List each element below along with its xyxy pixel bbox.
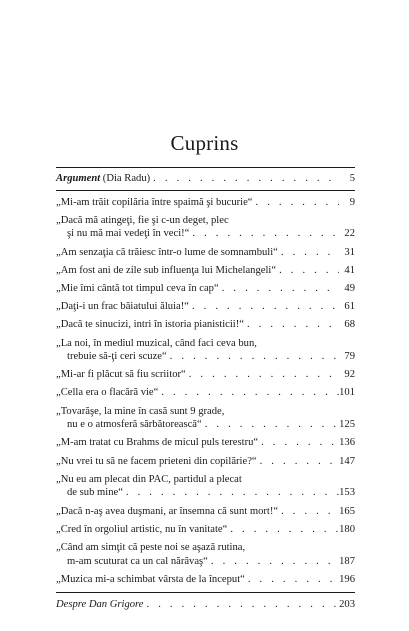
entry-title-line: de sub mine“ [67,487,123,499]
dot-leader [245,573,339,587]
page-number: 5 [349,173,355,184]
toc-entry[interactable] [56,300,355,314]
toc-entry[interactable] [56,455,355,469]
chapter-list [56,196,355,587]
entry-title-line: „Cred în orgoliul artistic, nu în vanitate“ [56,523,228,535]
page-number: 153 [339,487,355,499]
toc-entry[interactable] [56,282,355,296]
entry-title-line: „Muzica mi-a schimbat vârsta de la început“ [56,573,245,585]
entry-title-line: „Mi-ar fi plăcut să fiu scriitor“ [56,369,186,381]
page-number: 187 [339,555,355,567]
page-number: 180 [339,523,355,535]
entry-title-line: nu e o atmosferă sărbătorească“ [67,419,202,431]
toc-entry[interactable] [56,318,355,332]
entry-title-line: „Mi-am trăit copilăria între spaimă şi bucurie“ [56,196,253,208]
section-rule [56,592,355,593]
dot-leader [278,246,339,260]
dot-leader [123,486,339,500]
dot-leader [189,227,339,241]
toc-entry[interactable] [56,246,355,260]
table-of-contents [56,172,355,612]
entry-title-line: „Am senzaţia că trăiesc într-o lume de somnambuli“ [56,246,278,258]
section-rule [56,190,355,191]
toc-entry[interactable] [56,337,355,364]
entry-title-line: „La noi, în mediul muzical, când faci ceva bun, [56,337,257,349]
closing-title: Despre Dan Grigore [56,599,144,611]
entry-title-line: „Cella era o flacără vie“ [56,387,159,399]
dot-leader [144,598,340,612]
page-number: 49 [344,282,355,294]
dot-leader [278,505,339,519]
entry-title-line: şi nu mă mai vedeţi în veci!“ [67,228,190,240]
entry-title-line: „Dacă te sinucizi, intri în istoria pianisticii!“ [56,319,244,331]
entry-title-line: „Dacă n-aş avea duşmani, ar însemna că sunt mort!“ [56,505,279,517]
dot-leader [227,523,339,537]
page-number: 68 [344,319,355,331]
dot-leader [258,436,339,450]
dot-leader [167,350,339,364]
page-number: 9 [349,196,355,208]
dot-leader [219,282,339,296]
page-number: 101 [339,387,355,399]
entry-title-line: trebuie să-ţi ceri scuze“ [67,351,167,363]
dot-leader [257,455,339,469]
toc-entry-argument[interactable] [56,172,355,186]
page-number: 136 [339,437,355,449]
entry-title-line: „Tovarăşe, la mine în casă sunt 9 grade, [56,405,225,417]
entry-title-line: m-am scuturat ca un cal nărăvaş“ [67,555,208,567]
toc-entry[interactable] [56,505,355,519]
page-number: 125 [339,419,355,431]
toc-entry[interactable] [56,264,355,278]
page-number: 92 [344,369,355,381]
page-number: 147 [339,455,355,467]
dot-leader [253,196,340,210]
dot-leader [208,555,339,569]
toc-entry[interactable] [56,436,355,450]
page-number: 41 [344,264,355,276]
toc-entry[interactable] [56,386,355,400]
page-number: 79 [344,351,355,363]
argument-title: Argument [56,173,101,184]
entry-title-line: „Am fost ani de zile sub influenţa lui Michelangeli“ [56,264,277,276]
toc-entry[interactable] [56,473,355,500]
entry-title-line: „M-am tratat cu Brahms de micul puls terestru“ [56,437,259,449]
argument-author: (Dia Radu) [100,173,151,184]
dot-leader [158,386,339,400]
top-rule [56,167,355,168]
toc-entry[interactable] [56,405,355,432]
page-number: 203 [339,599,355,611]
dot-leader [202,418,339,432]
dot-leader [186,368,339,382]
entry-title-line: „Când am simţit că peste noi se aşază rutina, [56,541,246,553]
dot-leader [189,300,339,314]
dot-leader [276,264,339,278]
page-number: 31 [344,246,355,258]
page-title: Cuprins [170,131,239,155]
page-number: 22 [344,228,355,240]
page-number: 165 [339,505,355,517]
toc-entry[interactable] [56,368,355,382]
dot-leader [150,172,339,186]
entry-title-line: „Dacă mă atingeţi, fie şi c-un deget, plec [56,214,229,226]
toc-entry-closing[interactable] [56,598,355,612]
toc-entry[interactable] [56,214,355,241]
entry-title-line: „Daţi-i un frac băiatului ăluia!“ [56,301,189,313]
toc-entry[interactable] [56,196,355,210]
toc-entry[interactable] [56,541,355,568]
toc-entry[interactable] [56,573,355,587]
page-number: 196 [339,573,355,585]
entry-title-line: „Mie îmi cântă tot timpul ceva în cap“ [56,282,219,294]
dot-leader [244,318,339,332]
page-number: 61 [344,301,355,313]
entry-title-line: „Nu vrei tu să ne facem prieteni din copilărie?“ [56,455,257,467]
entry-title-line: „Nu eu am plecat din PAC, partidul a plecat [56,473,242,485]
toc-entry[interactable] [56,523,355,537]
